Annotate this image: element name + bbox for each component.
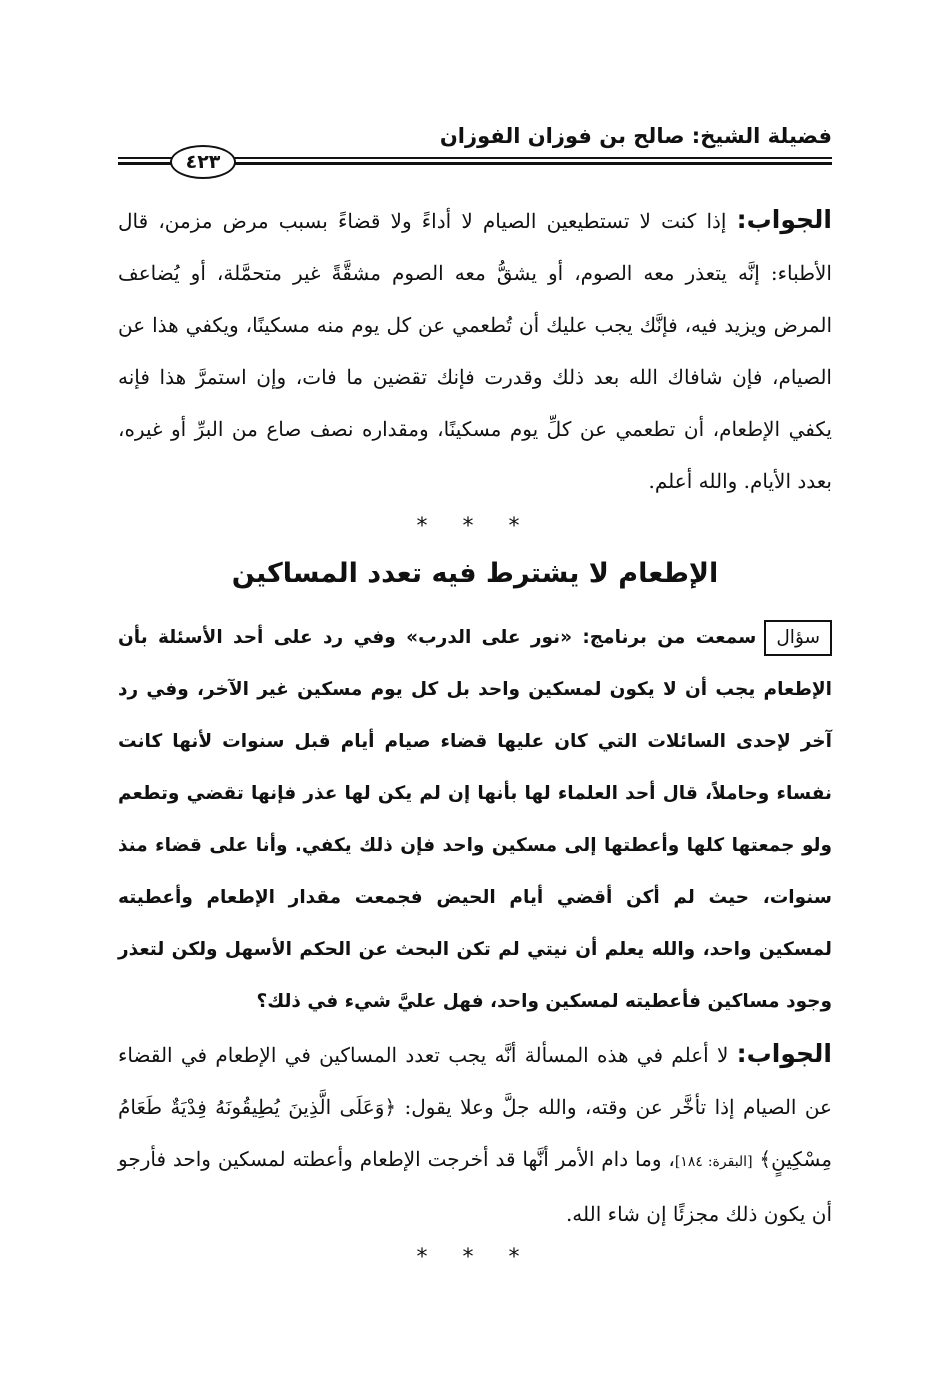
answer-1 <box>118 194 832 507</box>
question-block <box>118 612 832 1028</box>
answer-label: الجواب: <box>736 1039 832 1068</box>
answer-1-paragraph <box>118 194 832 507</box>
end-separator: * * * <box>416 1245 534 1270</box>
answer-1-text: إذا كنت لا تستطيعين الصيام لا أداءً ولا قضاءً بسبب مرض مزمن، قال الأطباء: إنَّه يتعذر معه الصوم، أو يشقُّ معه الصوم مشقَّةً غير متحمَّلة، أو يُضاعف المرض ويزيد فيه، فإنَّك يجب عليك أن تُطعمي عن كل يوم منه مسكينًا، ويكفي هذا عن الصيام، فإن شافاك الله بعد ذلك وقدرت فإنك تقضين ما فات، وإن استمرَّ هذا فإنه يكفي الإطعام، أن تطعمي عن كلِّ يوم مسكينًا، ومقداره نصف صاع من البرِّ أو غيره، بعدد الأيام. والله أعلم. <box>118 209 832 493</box>
question-paragraph <box>118 612 832 1028</box>
section-separator: * * * <box>416 514 534 539</box>
answer-2-paragraph <box>118 1028 832 1240</box>
section-heading: الإطعام لا يشترط فيه تعدد المساكين <box>231 558 719 589</box>
question-text: سمعت من برنامج: «نور على الدرب» وفي رد على أحد الأسئلة بأن الإطعام يجب أن لا يكون لمسكين واحد بل كل يوم مسكين غير الآخر، وفي رد آخر لإحدى السائلات التي كان عليها قضاء صيام أيام قبل سنوات لأنها كانت نفساء وحاملاً، قال أحد العلماء لها بأنها إن لم يكن لها عذر فإنها تقضي وتطعم ولو جمعتها كلها وأعطتها إلى مسكين واحد فإن ذلك يكفي. وأنا على قضاء منذ سنوات، حيث لم أكن أقضي أيام الحيض فجمعت مقدار الإطعام وأعطيته لمسكين واحد، والله يعلم أن نيتي لم تكن البحث عن الحكم الأسهل ولكن لتعذر وجود مساكين فأعطيته لمسكين واحد، فهل عليَّ شيء في ذلك؟ <box>118 627 832 1012</box>
answer-2-text-before: لا أعلم في هذه المسألة أنَّه يجب تعدد المساكين في الإطعام في القضاء عن الصيام إذا تأخَّر عن وقته، والله جلَّ وعلا يقول: ﴿وَعَلَى الَّذِينَ يُطِيقُونَهُ فِدْيَةٌ طَعَامُ مِسْكِينٍ﴾ <box>118 1043 833 1171</box>
page-number-badge: ٤٢٣ <box>170 145 236 179</box>
quran-reference: [البقرة: ١٨٤] <box>674 1154 753 1170</box>
answer-label: الجواب: <box>736 205 832 234</box>
running-header-title: فضيلة الشيخ: صالح بن فوزان الفوزان <box>439 124 832 148</box>
answer-2 <box>118 1028 832 1240</box>
answer-2-text-after: ، وما دام الأمر أنَّها قد أخرجت الإطعام وأعطته لمسكين واحد فأرجو أن يكون ذلك مجزئًا إن شاء الله. <box>118 1147 832 1226</box>
question-label-box: سؤال <box>764 620 832 656</box>
